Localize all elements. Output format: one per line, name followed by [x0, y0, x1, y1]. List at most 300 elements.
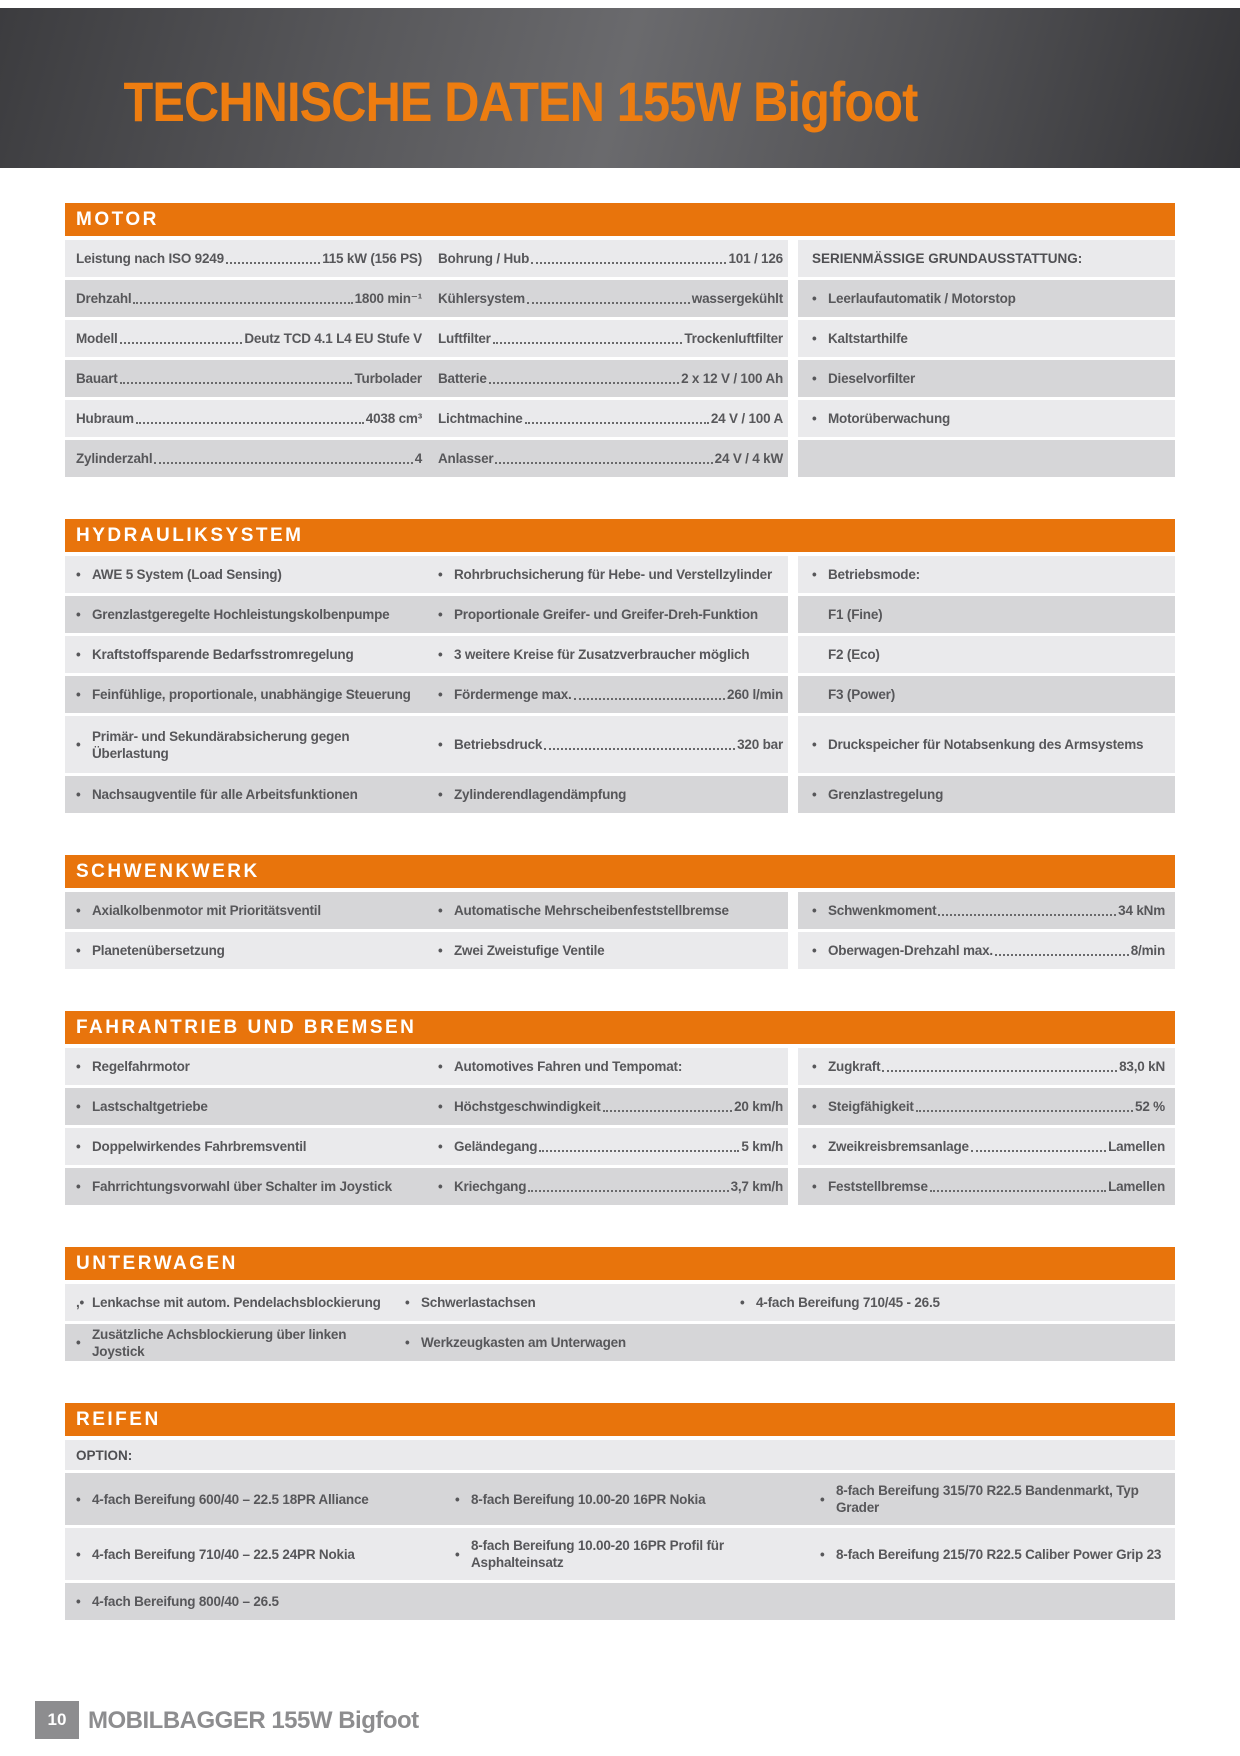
bullet-icon: • — [455, 1491, 460, 1507]
spec-kv — [438, 250, 783, 267]
spec-row — [65, 596, 1175, 633]
row-band-right — [798, 596, 1175, 633]
row-band-right — [798, 1128, 1175, 1165]
spec-text: 4-fach Bereifung 710/40 – 22.5 24PR Nokia — [92, 1546, 355, 1562]
spec-row — [65, 1528, 1175, 1580]
spec-text: 8-fach Bereifung 215/70 R22.5 Caliber Power Grip 23 — [836, 1546, 1162, 1562]
spec-text: AWE 5 System (Load Sensing) — [92, 567, 282, 582]
dot-leader — [154, 462, 412, 464]
spec-kv — [438, 330, 783, 347]
dot-leader — [120, 382, 353, 384]
row-band-left — [65, 1088, 788, 1125]
spec-cell — [65, 240, 430, 277]
spec-value: 20 km/h — [734, 1099, 783, 1114]
spec-cell — [65, 1128, 430, 1165]
spec-value: 4038 cm³ — [365, 411, 422, 426]
spec-kv — [828, 1058, 1165, 1075]
spec-cell — [65, 1324, 395, 1361]
spec-cell — [798, 360, 1175, 397]
spec-cell — [798, 776, 1175, 813]
spec-cell — [430, 596, 788, 633]
spec-cell — [810, 1583, 1175, 1620]
spec-text: 8-fach Bereifung 10.00-20 16PR Profil für Asphalteinsatz — [471, 1538, 724, 1570]
spec-cell — [65, 400, 430, 437]
spec-kv — [454, 686, 783, 703]
spec-cell — [798, 440, 1175, 477]
spec-cell — [395, 1324, 730, 1361]
bullet-icon: • — [812, 1099, 817, 1114]
spec-text: Proportionale Greifer- und Greifer-Dreh-Funktion — [454, 607, 758, 622]
spec-label: Batterie — [438, 371, 487, 386]
spec-row — [65, 716, 1175, 773]
spec-row — [65, 556, 1175, 593]
spec-text: Grenzlastregelung — [828, 787, 944, 802]
dot-leader — [574, 698, 725, 700]
spec-kv — [454, 1138, 783, 1155]
bullet-icon: ,• — [76, 1295, 85, 1310]
spec-cell — [798, 280, 1175, 317]
spec-label: Modell — [76, 331, 118, 346]
spec-cell — [65, 1473, 445, 1525]
bullet-icon: • — [438, 607, 443, 622]
spec-cell — [445, 1528, 810, 1580]
spec-cell — [430, 1088, 788, 1125]
bullet-icon: • — [812, 1139, 817, 1154]
spec-label: Luftfilter — [438, 331, 491, 346]
spec-text: Druckspeicher für Notabsenkung des Armsystems — [828, 737, 1144, 752]
spec-text: Werkzeugkasten am Unterwagen — [421, 1335, 626, 1350]
spec-label: Anlasser — [438, 451, 494, 466]
spec-cell — [65, 1088, 430, 1125]
row-band-right — [798, 932, 1175, 969]
spec-cell — [65, 932, 430, 969]
dot-leader — [539, 1150, 739, 1152]
spec-cell — [798, 556, 1175, 593]
section-header-schwenkwerk: SCHWENKWERK — [65, 855, 1175, 888]
row-band-right — [798, 1168, 1175, 1205]
spec-value: 260 l/min — [727, 687, 783, 702]
spec-text: F1 (Fine) — [828, 607, 883, 622]
spec-cell — [445, 1473, 810, 1525]
spec-text: Zusätzliche Achsblockierung über linken Joystick — [92, 1326, 347, 1359]
spec-label: Hubraum — [76, 411, 134, 426]
row-band-left — [65, 676, 788, 713]
spec-cell — [798, 596, 1175, 633]
row-band-right — [798, 556, 1175, 593]
spec-cell — [798, 932, 1175, 969]
hero-banner — [0, 8, 1240, 168]
spec-cell — [65, 1284, 395, 1321]
spec-text: 4-fach Bereifung 600/40 – 22.5 18PR Alliance — [92, 1491, 369, 1507]
spec-cell — [798, 676, 1175, 713]
spec-cell — [430, 932, 788, 969]
bullet-icon: • — [438, 687, 443, 702]
bullet-icon: • — [76, 1491, 81, 1507]
spec-text: 4-fach Bereifung 710/45 - 26.5 — [756, 1295, 940, 1310]
spec-cell — [65, 360, 430, 397]
bullet-icon: • — [812, 411, 817, 426]
row-band-left — [65, 400, 788, 437]
spec-kv — [76, 330, 422, 347]
row-band-right — [798, 360, 1175, 397]
spec-cell — [810, 1528, 1175, 1580]
bullet-icon: • — [812, 1059, 817, 1074]
spec-sections — [65, 203, 1175, 1620]
spec-text: Kraftstoffsparende Bedarfsstromregelung — [92, 647, 354, 662]
spec-cell — [65, 776, 430, 813]
spec-value: 5 km/h — [741, 1139, 783, 1154]
spec-cell — [430, 1168, 788, 1205]
spec-row — [65, 440, 1175, 477]
spec-label: Betriebsdruck — [454, 737, 543, 752]
spec-cell — [65, 320, 430, 357]
spec-value: wassergekühlt — [691, 291, 783, 306]
bullet-icon: • — [405, 1335, 410, 1350]
bullet-icon: • — [812, 331, 817, 346]
row-band-right — [798, 716, 1175, 773]
spec-row — [65, 1128, 1175, 1165]
bullet-icon: • — [76, 687, 81, 702]
spec-cell — [430, 716, 788, 773]
bullet-icon: • — [820, 1546, 825, 1562]
row-band-right — [798, 1088, 1175, 1125]
spec-cell — [430, 320, 788, 357]
row-band-left — [65, 360, 788, 397]
spec-cell — [65, 636, 430, 673]
row-band-right — [798, 440, 1175, 477]
bullet-icon: • — [438, 943, 443, 958]
spec-row — [65, 1440, 1175, 1470]
spec-cell — [65, 1528, 445, 1580]
row-band-left — [65, 280, 788, 317]
spec-cell — [430, 636, 788, 673]
section-header-motor: MOTOR — [65, 203, 1175, 236]
spec-cell — [65, 440, 430, 477]
spec-cell — [730, 1324, 1175, 1361]
spec-cell — [430, 556, 788, 593]
spec-value: 115 kW (156 PS) — [322, 251, 422, 266]
spec-text: Leerlaufautomatik / Motorstop — [828, 291, 1016, 306]
bullet-icon: • — [812, 787, 817, 802]
spec-text: Zwei Zweistufige Ventile — [454, 943, 605, 958]
row-band — [65, 1473, 1175, 1525]
dot-leader — [531, 262, 726, 264]
spec-cell — [430, 676, 788, 713]
spec-kv — [76, 250, 422, 267]
bullet-icon: • — [812, 943, 817, 958]
spec-label: Steigfähigkeit — [828, 1099, 914, 1114]
spec-cell — [798, 1088, 1175, 1125]
spec-value: 52 % — [1135, 1099, 1165, 1114]
spec-row — [65, 636, 1175, 673]
dot-leader — [120, 342, 243, 344]
spec-text: Automotives Fahren und Tempomat: — [454, 1059, 683, 1074]
footer-title: MOBILBAGGER 155W Bigfoot — [88, 1707, 419, 1734]
row-band-left — [65, 932, 788, 969]
spec-kv — [76, 450, 422, 467]
row-band-left — [65, 636, 788, 673]
spec-cell — [798, 320, 1175, 357]
dot-leader — [882, 1070, 1117, 1072]
spec-cell — [430, 400, 788, 437]
spec-row — [65, 360, 1175, 397]
spec-cell — [798, 1048, 1175, 1085]
spec-cell — [65, 556, 430, 593]
spec-row — [65, 1473, 1175, 1525]
spec-value: Lamellen — [1108, 1179, 1165, 1194]
spec-kv — [828, 1098, 1165, 1115]
spec-cell — [65, 596, 430, 633]
spec-text: F2 (Eco) — [828, 647, 880, 662]
bullet-icon: • — [405, 1295, 410, 1310]
spec-cell — [798, 716, 1175, 773]
spec-cell — [65, 1583, 445, 1620]
spec-cell — [430, 360, 788, 397]
section-hydrauliksystem — [65, 519, 1175, 813]
row-band-right — [798, 776, 1175, 813]
spec-text: Dieselvorfilter — [828, 371, 916, 386]
spec-cell — [798, 1128, 1175, 1165]
dot-leader — [528, 1190, 728, 1192]
bullet-icon: • — [740, 1295, 745, 1310]
dot-leader — [495, 462, 712, 464]
dot-leader — [930, 1190, 1106, 1192]
bullet-icon: • — [438, 903, 443, 918]
spec-label: Bohrung / Hub — [438, 251, 530, 266]
dot-leader — [525, 422, 709, 424]
spec-subheading: OPTION: — [76, 1447, 133, 1463]
spec-kv — [828, 1178, 1165, 1195]
bullet-icon: • — [76, 607, 81, 622]
spec-cell — [430, 892, 788, 929]
row-band-left — [65, 892, 788, 929]
spec-text: Regelfahrmotor — [92, 1059, 190, 1074]
row-band-right — [798, 1048, 1175, 1085]
spec-cell — [65, 892, 430, 929]
spec-text: Lastschaltgetriebe — [92, 1099, 208, 1114]
spec-cell — [65, 1048, 430, 1085]
spec-cell — [395, 1284, 730, 1321]
bullet-icon: • — [76, 1335, 81, 1350]
bullet-icon: • — [76, 737, 81, 752]
bullet-icon: • — [76, 1594, 81, 1609]
spec-kv — [76, 290, 422, 307]
spec-text: 8-fach Bereifung 315/70 R22.5 Bandenmarkt, Typ Grader — [836, 1483, 1139, 1515]
bullet-icon: • — [76, 943, 81, 958]
dot-leader — [226, 262, 320, 264]
spec-cell — [730, 1284, 1175, 1321]
spec-kv — [438, 410, 783, 427]
section-schwenkwerk — [65, 855, 1175, 969]
bullet-icon: • — [438, 567, 443, 582]
bullet-icon: • — [812, 737, 817, 752]
row-band-left — [65, 716, 788, 773]
bullet-icon: • — [438, 737, 443, 752]
row-band-left — [65, 596, 788, 633]
spec-text: Primär- und Sekundärabsicherung gegen Überlastung — [92, 728, 350, 761]
spec-text: Planetenübersetzung — [92, 943, 225, 958]
bullet-icon: • — [812, 291, 817, 306]
row-band-left — [65, 240, 788, 277]
spec-label: Drehzahl — [76, 291, 132, 306]
page-title: TECHNISCHE DATEN 155W Bigfoot — [123, 70, 918, 133]
section-header-unterwagen: UNTERWAGEN — [65, 1247, 1175, 1280]
spec-cell — [430, 440, 788, 477]
bullet-icon: • — [76, 1139, 81, 1154]
page-number-badge: 10 — [35, 1701, 79, 1739]
row-band-right — [798, 676, 1175, 713]
spec-label: Oberwagen-Drehzahl max. — [828, 943, 993, 958]
spec-text: 3 weitere Kreise für Zusatzverbraucher möglich — [454, 647, 750, 662]
bullet-icon: • — [438, 1179, 443, 1194]
bullet-icon: • — [438, 787, 443, 802]
dot-leader — [136, 422, 364, 424]
row-band-right — [798, 240, 1175, 277]
spec-cell — [810, 1473, 1175, 1525]
bullet-icon: • — [812, 903, 817, 918]
spec-label: Höchstgeschwindigkeit — [454, 1099, 601, 1114]
spec-cell — [445, 1583, 810, 1620]
spec-kv — [454, 1178, 783, 1195]
section-motor — [65, 203, 1175, 477]
spec-row — [65, 1088, 1175, 1125]
spec-value: Lamellen — [1108, 1139, 1165, 1154]
spec-kv — [828, 942, 1165, 959]
spec-label: Bauart — [76, 371, 118, 386]
spec-kv — [438, 290, 783, 307]
spec-value: Trockenluftfilter — [684, 331, 783, 346]
bullet-icon: • — [812, 567, 817, 582]
spec-label: Geländegang — [454, 1139, 538, 1154]
spec-row — [65, 320, 1175, 357]
spec-text: 8-fach Bereifung 10.00-20 16PR Nokia — [471, 1491, 706, 1507]
row-band-left — [65, 1048, 788, 1085]
spec-text: 4-fach Bereifung 800/40 – 26.5 — [92, 1594, 279, 1609]
spec-kv — [828, 1138, 1165, 1155]
spec-label: Lichtmachine — [438, 411, 523, 426]
spec-value: Deutz TCD 4.1 L4 EU Stufe V — [244, 331, 422, 346]
section-unterwagen — [65, 1247, 1175, 1361]
spec-text: Kaltstarthilfe — [828, 331, 908, 346]
spec-cell — [798, 1168, 1175, 1205]
spec-row — [65, 1168, 1175, 1205]
row-band — [65, 1284, 1175, 1321]
spec-label: Leistung nach ISO 9249 — [76, 251, 224, 266]
section-header-reifen: REIFEN — [65, 1403, 1175, 1436]
spec-label: Feststellbremse — [828, 1179, 928, 1194]
row-band-left — [65, 320, 788, 357]
dot-leader — [938, 914, 1116, 916]
spec-row — [65, 1324, 1175, 1361]
spec-value: 24 V / 4 kW — [714, 451, 783, 466]
spec-label: Fördermenge max. — [454, 687, 572, 702]
bullet-icon: • — [438, 1099, 443, 1114]
spec-text: Automatische Mehrscheibenfeststellbremse — [454, 903, 729, 918]
row-band-right — [798, 892, 1175, 929]
spec-value: 24 V / 100 A — [710, 411, 783, 426]
spec-label: Zylinderzahl — [76, 451, 153, 466]
spec-text: F3 (Power) — [828, 687, 896, 702]
spec-value: 2 x 12 V / 100 Ah — [681, 371, 783, 386]
spec-row — [65, 240, 1175, 277]
page — [0, 8, 1240, 1756]
dot-leader — [489, 382, 679, 384]
bullet-icon: • — [76, 1059, 81, 1074]
row-band-right — [798, 636, 1175, 673]
spec-label: Kühlersystem — [438, 291, 525, 306]
spec-text: Feinfühlige, proportionale, unabhängige Steuerung — [92, 687, 411, 702]
dot-leader — [493, 342, 683, 344]
bullet-icon: • — [812, 1179, 817, 1194]
spec-cell — [65, 676, 430, 713]
spec-text: Axialkolbenmotor mit Prioritätsventil — [92, 903, 321, 918]
spec-value: 1800 min⁻¹ — [354, 291, 422, 306]
row-band — [65, 1440, 1175, 1470]
spec-kv — [76, 370, 422, 387]
bullet-icon: • — [812, 371, 817, 386]
spec-cell — [430, 280, 788, 317]
spec-cell — [430, 240, 788, 277]
row-band-left — [65, 440, 788, 477]
bullet-icon: • — [438, 647, 443, 662]
spec-text: Rohrbruchsicherung für Hebe- und Verstellzylinder — [454, 567, 773, 582]
bullet-icon: • — [76, 567, 81, 582]
dot-leader — [133, 302, 352, 304]
spec-text: Lenkachse mit autom. Pendelachsblockierung — [92, 1295, 381, 1310]
dot-leader — [995, 954, 1129, 956]
spec-row — [65, 400, 1175, 437]
spec-cell — [430, 1048, 788, 1085]
row-band-left — [65, 1128, 788, 1165]
spec-text: Nachsaugventile für alle Arbeitsfunktionen — [92, 787, 358, 802]
spec-row — [65, 892, 1175, 929]
spec-value: 34 kNm — [1118, 903, 1165, 918]
spec-value: 4 — [414, 451, 422, 466]
spec-label: Kriechgang — [454, 1179, 527, 1194]
spec-value: 101 / 126 — [728, 251, 783, 266]
spec-value: 83,0 kN — [1119, 1059, 1165, 1074]
spec-row — [65, 776, 1175, 813]
spec-kv — [76, 410, 422, 427]
spec-row — [65, 280, 1175, 317]
dot-leader — [603, 1110, 733, 1112]
row-band — [65, 1324, 1175, 1361]
spec-cell — [65, 1168, 430, 1205]
spec-value: 3,7 km/h — [730, 1179, 783, 1194]
spec-cell — [430, 1128, 788, 1165]
spec-row — [65, 932, 1175, 969]
spec-cell — [65, 716, 430, 773]
dot-leader — [527, 302, 690, 304]
spec-label: Zugkraft — [828, 1059, 881, 1074]
row-band-left — [65, 776, 788, 813]
spec-row — [65, 1583, 1175, 1620]
bullet-icon: • — [76, 1179, 81, 1194]
row-band-left — [65, 556, 788, 593]
bullet-icon: • — [820, 1491, 825, 1507]
section-header-hydrauliksystem: HYDRAULIKSYSTEM — [65, 519, 1175, 552]
spec-text: Betriebsmode: — [828, 567, 920, 582]
bullet-icon: • — [76, 647, 81, 662]
spec-subheading: SERIENMÄSSIGE GRUNDAUSSTATTUNG: — [812, 251, 1083, 266]
section-fahrantrieb-und-bremsen — [65, 1011, 1175, 1205]
dot-leader — [916, 1110, 1133, 1112]
row-band-left — [65, 1168, 788, 1205]
spec-row — [65, 1284, 1175, 1321]
row-band-right — [798, 400, 1175, 437]
bullet-icon: • — [438, 1139, 443, 1154]
row-band — [65, 1583, 1175, 1620]
